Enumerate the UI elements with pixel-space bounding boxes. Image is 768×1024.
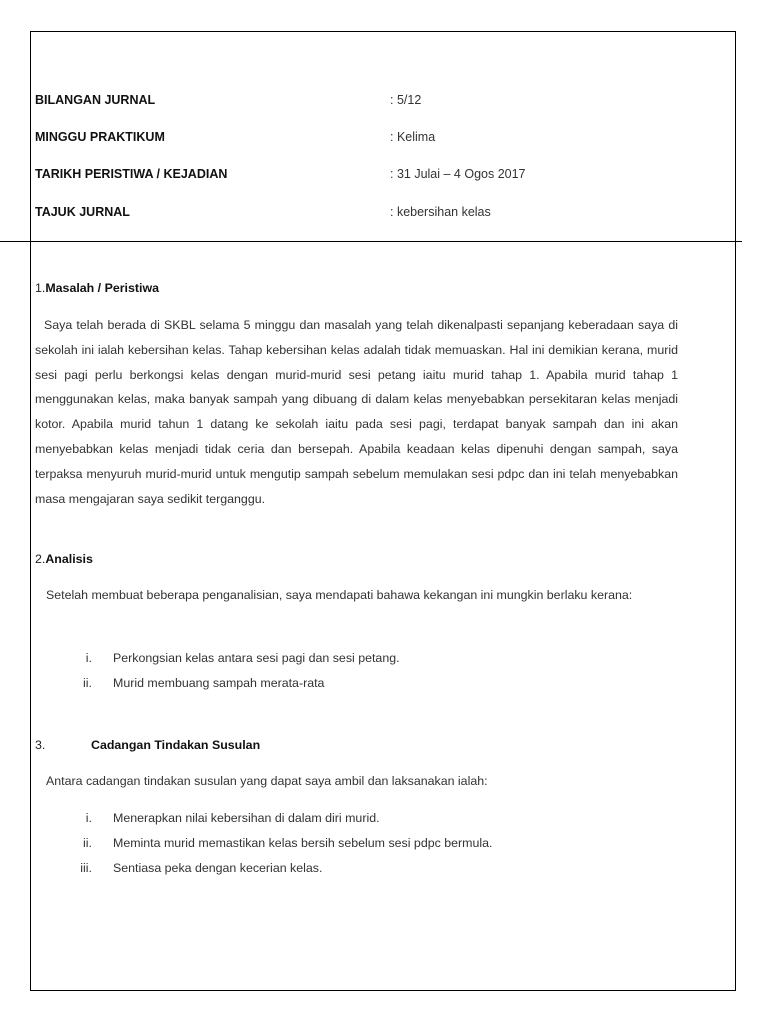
meta-value: : kebersihan kelas <box>390 205 491 219</box>
section-heading-masalah <box>35 281 159 295</box>
meta-label: TAJUK JURNAL <box>35 205 130 219</box>
section-title: Masalah / Peristiwa <box>45 281 159 295</box>
section-heading-analisis <box>35 552 93 566</box>
section-body-masalah: Saya telah berada di SKBL selama 5 minggu dan masalah yang telah dikenalpasti sepanjang keberadaan saya di sekolah ini ialah kebersihan kelas. Tahap kebersihan kelas adalah tidak memuaskan. Hal ini demikian kerana, murid sesi pagi perlu berkongsi kelas dengan murid-murid sesi petang iaitu murid tahap 1. Apabila murid tahap 1 menggunakan kelas, maka banyak sampah yang dibuang di dalam kelas menyebabkan persekitaran kelas menjadi kotor. Apabila murid tahun 1 datang ke sekolah iaitu pada sesi pagi, terdapat banyak sampah dan ini akan menyebabkan kelas menjadi tidak ceria dan bersepah. Apabila keadaan kelas dipenuhi dengan sampah, saya terpaksa menyuruh murid-murid untuk mengutip sampah sebelum memulakan sesi pdpc dan ini telah menyebabkan masa mengajaran saya sedikit terganggu. <box>35 318 678 506</box>
meta-label: TARIKH PERISTIWA / KEJADIAN <box>35 167 228 181</box>
section-body-cadangan: Antara cadangan tindakan susulan yang dapat saya ambil dan laksanakan ialah: <box>46 774 488 788</box>
section-title: Cadangan Tindakan Susulan <box>91 738 261 752</box>
section-heading-cadangan <box>35 738 261 752</box>
meta-label: MINGGU PRAKTIKUM <box>35 130 165 144</box>
meta-label: BILANGAN JURNAL <box>35 93 156 107</box>
meta-value: : 31 Julai – 4 Ogos 2017 <box>390 167 526 181</box>
section-body-analisis: Setelah membuat beberapa penganalisian, saya mendapati bahawa kekangan ini mungkin berlaku kerana: <box>46 588 633 602</box>
section-number: 1. <box>35 281 46 295</box>
meta-value: : Kelima <box>390 130 436 144</box>
header-divider <box>0 241 742 242</box>
section-number: 3. <box>35 738 46 752</box>
section-title: Analisis <box>45 552 93 566</box>
section-number: 2. <box>35 552 46 566</box>
meta-value: : 5/12 <box>390 93 422 107</box>
